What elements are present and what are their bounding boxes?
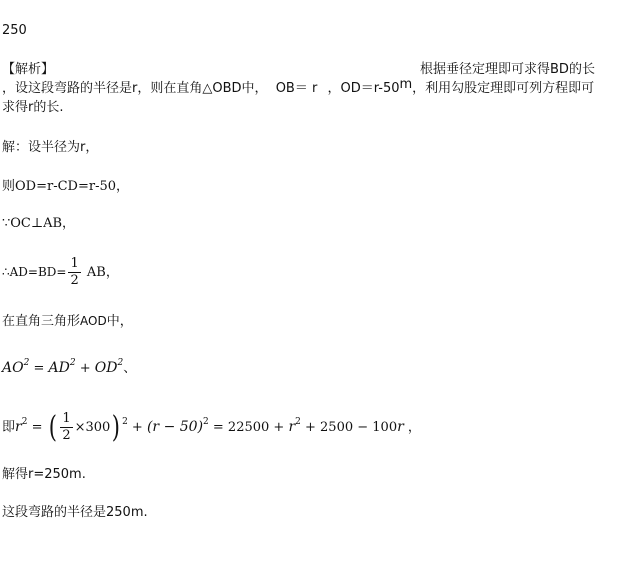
step5-prefix: 在直角三角形 [2, 314, 81, 329]
analysis-l2-m: m [399, 77, 413, 92]
step4-denominator: 2 [70, 273, 79, 288]
step7-fraction [60, 411, 72, 444]
step7-r2: r [288, 419, 296, 435]
solution-step-2 [2, 178, 129, 196]
step7-r3: r [397, 419, 404, 435]
step6-sup-1: 2 [23, 358, 30, 368]
step7-sup-2: 2 [122, 417, 128, 427]
analysis-l2-e: ，利用勾股定理即可列方程即可 [412, 81, 595, 96]
solution-step-5 [2, 312, 133, 331]
step4-suffix: AB， [82, 265, 119, 280]
analysis-l3-r: r [28, 100, 34, 115]
step7-times: ×300 [74, 420, 111, 435]
step4-fraction [68, 256, 80, 289]
step6-od: OD [94, 360, 118, 376]
step7-paren-expr: (r − 50) [146, 419, 204, 435]
solution-step-7 [2, 402, 421, 448]
analysis-l2-d: ， [327, 81, 341, 96]
step4-numerator: 1 [70, 256, 79, 271]
step7-denominator: 2 [62, 428, 71, 443]
solution-step-1: 解：设半径为r， [2, 140, 99, 155]
solution-step-4 [2, 252, 119, 293]
step6-eq: = [29, 361, 49, 376]
analysis-right-tail: 的长 [568, 62, 595, 77]
analysis-l2-c: 中， [241, 81, 268, 96]
step6-ad: AD [48, 360, 70, 376]
step6-sup-2: 2 [69, 358, 76, 368]
analysis-l3-a: 求得 [2, 100, 29, 115]
analysis-right-lead: 根据垂径定理即可求得 [420, 62, 551, 77]
analysis-l2-r: r [132, 81, 138, 96]
step7-comma: ， [403, 420, 421, 435]
analysis-heading: 【解析】 [2, 62, 55, 77]
analysis-l2-b: ，则在直角△ [137, 81, 213, 96]
step6-ao: AO [2, 360, 24, 376]
solution-step-3: ∵OC⊥AB， [2, 216, 76, 231]
step7-plus: + [127, 420, 147, 435]
step7-sup-3: 2 [203, 417, 209, 427]
step7-sup-4: 2 [295, 417, 301, 427]
solution-step-9: 这段弯路的半径是250m. [2, 505, 148, 520]
step7-rest: + 2500 − 100 [300, 420, 398, 435]
step2-prefix: 则 [2, 179, 16, 194]
solution-step-6 [2, 354, 136, 378]
step5-suffix: 中， [106, 314, 133, 329]
step7-left-paren: ( [48, 409, 57, 445]
step4-prefix: ∴AD=BD= [2, 265, 67, 279]
analysis-l3-b: 的长. [33, 100, 64, 115]
step7-r: r [15, 419, 22, 435]
bd-label: BD [550, 62, 569, 77]
step7-sup-1: 2 [21, 417, 28, 427]
analysis-l2-od: OD＝r-50 [340, 81, 400, 96]
step7-rhs: = 22500 + [208, 420, 289, 435]
step2-equation: OD=r-CD=r-50， [15, 179, 130, 194]
analysis-l2-a: ，设这段弯路的半径是 [2, 81, 133, 96]
analysis-right-text [420, 61, 595, 79]
step7-eq: = [27, 420, 47, 435]
analysis-line-2 [2, 77, 595, 98]
step5-aod: AOD [80, 314, 107, 328]
solution-step-8: 解得r=250m. [2, 467, 86, 482]
step7-right-paren: ) [112, 409, 121, 445]
analysis-l2-obd: OBD [212, 81, 242, 96]
step6-sup-3: 2 [117, 358, 124, 368]
analysis-line-3 [2, 99, 64, 117]
step6-plus: + [75, 361, 95, 376]
analysis-l2-ob: OB＝ r [275, 81, 318, 96]
step6-end: 、 [123, 361, 137, 376]
step7-prefix: 即 [2, 420, 16, 435]
step7-numerator: 1 [62, 411, 71, 426]
answer-text: 250 [2, 23, 27, 38]
